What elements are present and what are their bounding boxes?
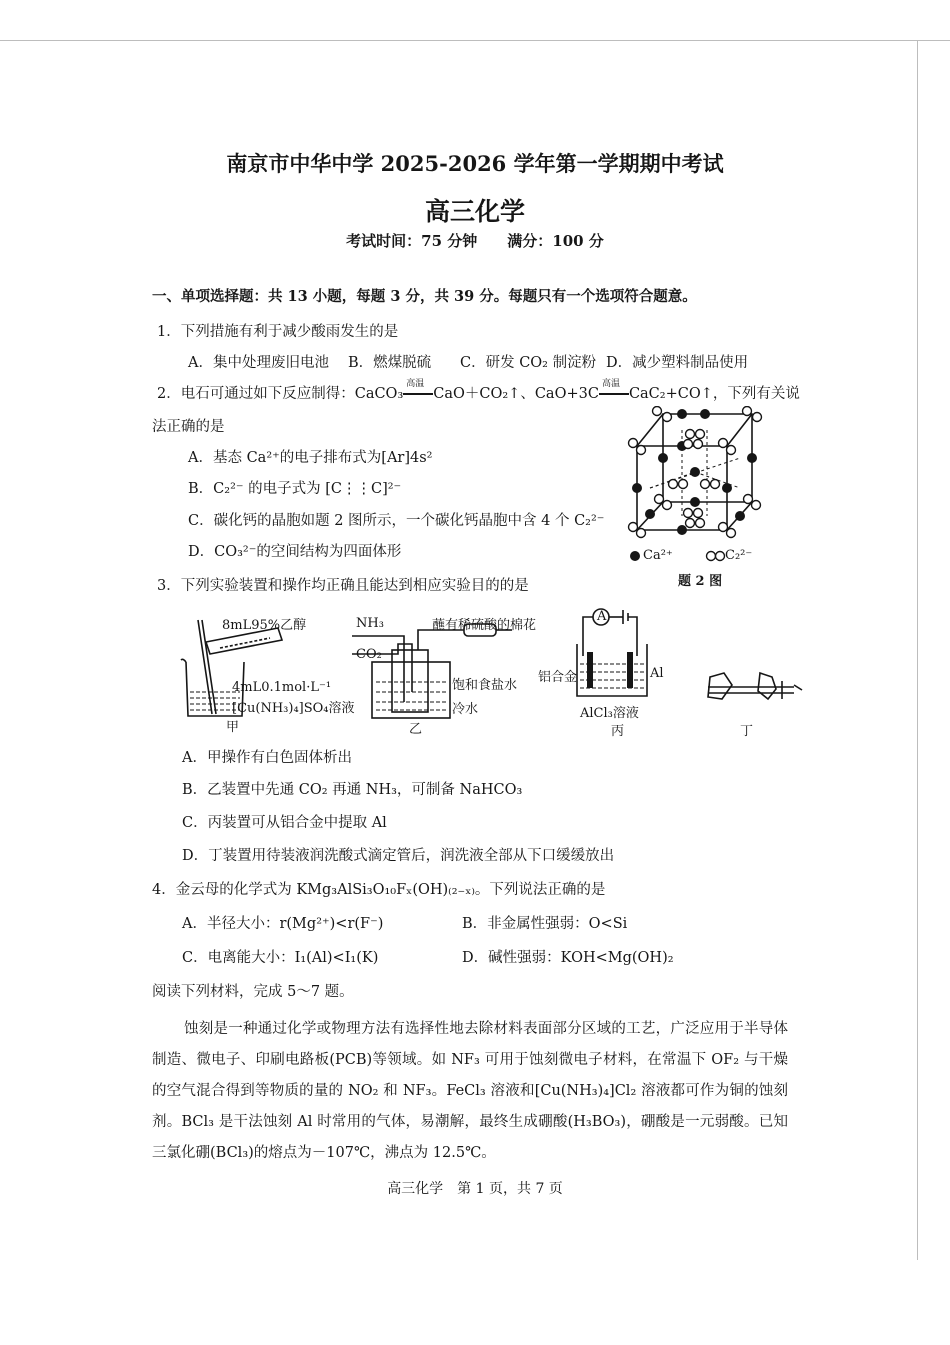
q3-stem: 3．下列实验装置和操作均正确且能达到相应实验目的的是: [157, 578, 529, 594]
high-temp-label-1: 高温: [406, 379, 425, 389]
c2-ion: [629, 523, 638, 532]
calcium-carbide-unit-cell-figure: [625, 406, 775, 568]
ca-ion: [677, 409, 687, 419]
page-footer: 高三化学 第 1 页，共 7 页: [387, 1181, 563, 1197]
q2-stem-line2: 法正确的是: [152, 419, 225, 435]
jia-label-sol2: [Cu(NH₃)₄]SO₄溶液: [232, 701, 355, 716]
apparatus-ding-icon: [702, 665, 804, 705]
yi-co2: CO₂: [356, 647, 382, 662]
c2-ion: [653, 407, 662, 416]
q2-stem-part1: 2．电石可通过如下反应制得：CaCO₃: [157, 386, 404, 402]
section-heading: 一、单项选择题：共 13 小题，每题 3 分，共 39 分。每题只有一个选项符合题意。: [152, 288, 697, 305]
c2-ion: [655, 495, 664, 504]
bing-alloy: 铝合金: [538, 670, 578, 685]
ca-ion: [658, 453, 668, 463]
c2-ion: [629, 439, 638, 448]
yi-cotton: 蘸有稀硫酸的棉花: [432, 618, 537, 633]
c2-ion: [686, 519, 695, 528]
q3-option-c: C．丙装置可从铝合金中提取 Al: [182, 815, 387, 831]
jia-label-top: 8mL95%乙醇: [222, 618, 307, 633]
legend-ca-label: Ca²⁺: [643, 548, 673, 563]
jia-label-sol1: 4mL0.1mol·L⁻¹: [232, 680, 332, 695]
ca-ion: [632, 483, 642, 493]
q2-option-a: A．基态 Ca²⁺的电子排布式为[Ar]4s²: [188, 450, 433, 466]
q4-option-a: A．半径大小：r(Mg²⁺)<r(F⁻): [182, 916, 384, 932]
q4-option-c: C．电离能大小：I₁(Al)<I₁(K): [182, 950, 379, 966]
yi-name: 乙: [409, 722, 423, 737]
ca-ion: [747, 453, 757, 463]
yi-nh3: NH₃: [356, 616, 384, 631]
q2-option-b: B．C₂²⁻ 的电子式为 [C⋮⋮C]²⁻: [188, 481, 402, 497]
c2-ion: [719, 523, 728, 532]
yi-brine: 饱和食盐水: [452, 678, 518, 693]
ca-ion: [645, 509, 655, 519]
ca-ion: [700, 409, 710, 419]
yi-cold: 冷水: [452, 702, 479, 717]
q2-option-c: C．碳化钙的晶胞如题 2 图所示，一个碳化钙晶胞中含 4 个 C₂²⁻: [188, 513, 605, 529]
ca-ion: [690, 467, 700, 477]
q1-stem: 1．下列措施有利于减少酸雨发生的是: [157, 324, 399, 340]
q3-option-d: D．丁装置用待装液润洗酸式滴定管后，润洗液全部从下口缓缓放出: [182, 848, 615, 864]
scan-edge-top: [0, 40, 950, 41]
c2-ion: [669, 480, 678, 489]
c2-ion: [684, 509, 693, 518]
jia-name: 甲: [226, 720, 240, 735]
exam-info: 考试时间：75 分钟 满分：100 分: [346, 232, 604, 250]
c2-ion: [701, 480, 710, 489]
q3-option-b: B．乙装置中先通 CO₂ 再通 NH₃，可制备 NaHCO₃: [182, 782, 523, 798]
q4-option-b: B．非金属性强弱：O<Si: [462, 916, 628, 932]
apparatus-yi-icon: [352, 622, 532, 722]
q1-option-b: B．燃煤脱硫: [348, 355, 432, 371]
q4-stem: 4．金云母的化学式为 KMg₃AlSi₃O₁₀Fₓ(OH)₍₂₋ₓ₎。下列说法正确的是: [152, 882, 606, 898]
ca-ion: [690, 497, 700, 507]
ca-ion: [735, 511, 745, 521]
q1-option-c: C．研发 CO₂ 制淀粉: [460, 355, 597, 371]
q2-option-d: D．CO₃²⁻的空间结构为四面体形: [188, 544, 402, 560]
reaction-arrow-2: [599, 379, 629, 401]
high-temp-label-2: 高温: [601, 379, 620, 389]
subject-title: 高三化学: [424, 197, 525, 226]
q1-option-a: A．集中处理废旧电池: [188, 355, 329, 371]
q3-option-a: A．甲操作有白色固体析出: [182, 750, 352, 766]
reaction-arrow-1: [403, 379, 433, 401]
bing-sol: AlCl₃溶液: [580, 706, 639, 721]
reading-paragraph: [152, 1014, 788, 1169]
c2-ion: [684, 440, 693, 449]
ding-name: 丁: [740, 724, 754, 739]
bing-al: Al: [650, 666, 664, 681]
bing-meter: A: [597, 609, 607, 624]
apparatus-bing-icon: [575, 604, 655, 700]
school-title: 南京市中华中学 2025-2026 学年第一学期期中考试: [226, 151, 724, 176]
bing-name: 丙: [611, 724, 625, 739]
c2-ion: [719, 439, 728, 448]
q4-option-d: D．碱性强弱：KOH<Mg(OH)₂: [462, 950, 674, 966]
reading-paragraph-text: 蚀刻是一种通过化学或物理方法有选择性地去除材料表面部分区域的工艺，广泛应用于半导体制造、微电子、印刷电路板(PCB)等领域。如 NF₃ 可用于蚀刻微电子材料，在常温下 OF₂ 与干燥的空气混合得到等物质的量的 NO₂ 和 NF₃。FeCl₃ 溶液和[Cu(NH₃)₄]Cl₂ 溶液都可作为铜的蚀刻剂。BCl₃ 是干法蚀刻 Al 时常用的气体，易潮解，最终生成硼酸(H₃BO₃)，硼酸是一元弱酸。已知三氯化硼(BCl₃)的熔点为－107℃，沸点为 12.5℃。: [152, 1021, 788, 1161]
q1-option-d: D．减少塑料制品使用: [606, 355, 749, 371]
c2-ion: [686, 430, 695, 439]
figure-caption: 题 2 图: [678, 574, 723, 589]
q2-stem-part3: CaC₂+CO↑，下列有关说: [628, 386, 800, 402]
q2-stem-part2: CaO＋CO₂↑、CaO+3C: [433, 386, 599, 402]
c2-ion: [743, 407, 752, 416]
q2-stem-line1: [157, 379, 800, 403]
ca-ion: [722, 483, 732, 493]
reading-intro: 阅读下列材料，完成 5～7 题。: [152, 984, 354, 1000]
ca-ion: [677, 525, 687, 535]
c2-ion: [744, 495, 753, 504]
legend-c2-label: C₂²⁻: [725, 548, 753, 563]
